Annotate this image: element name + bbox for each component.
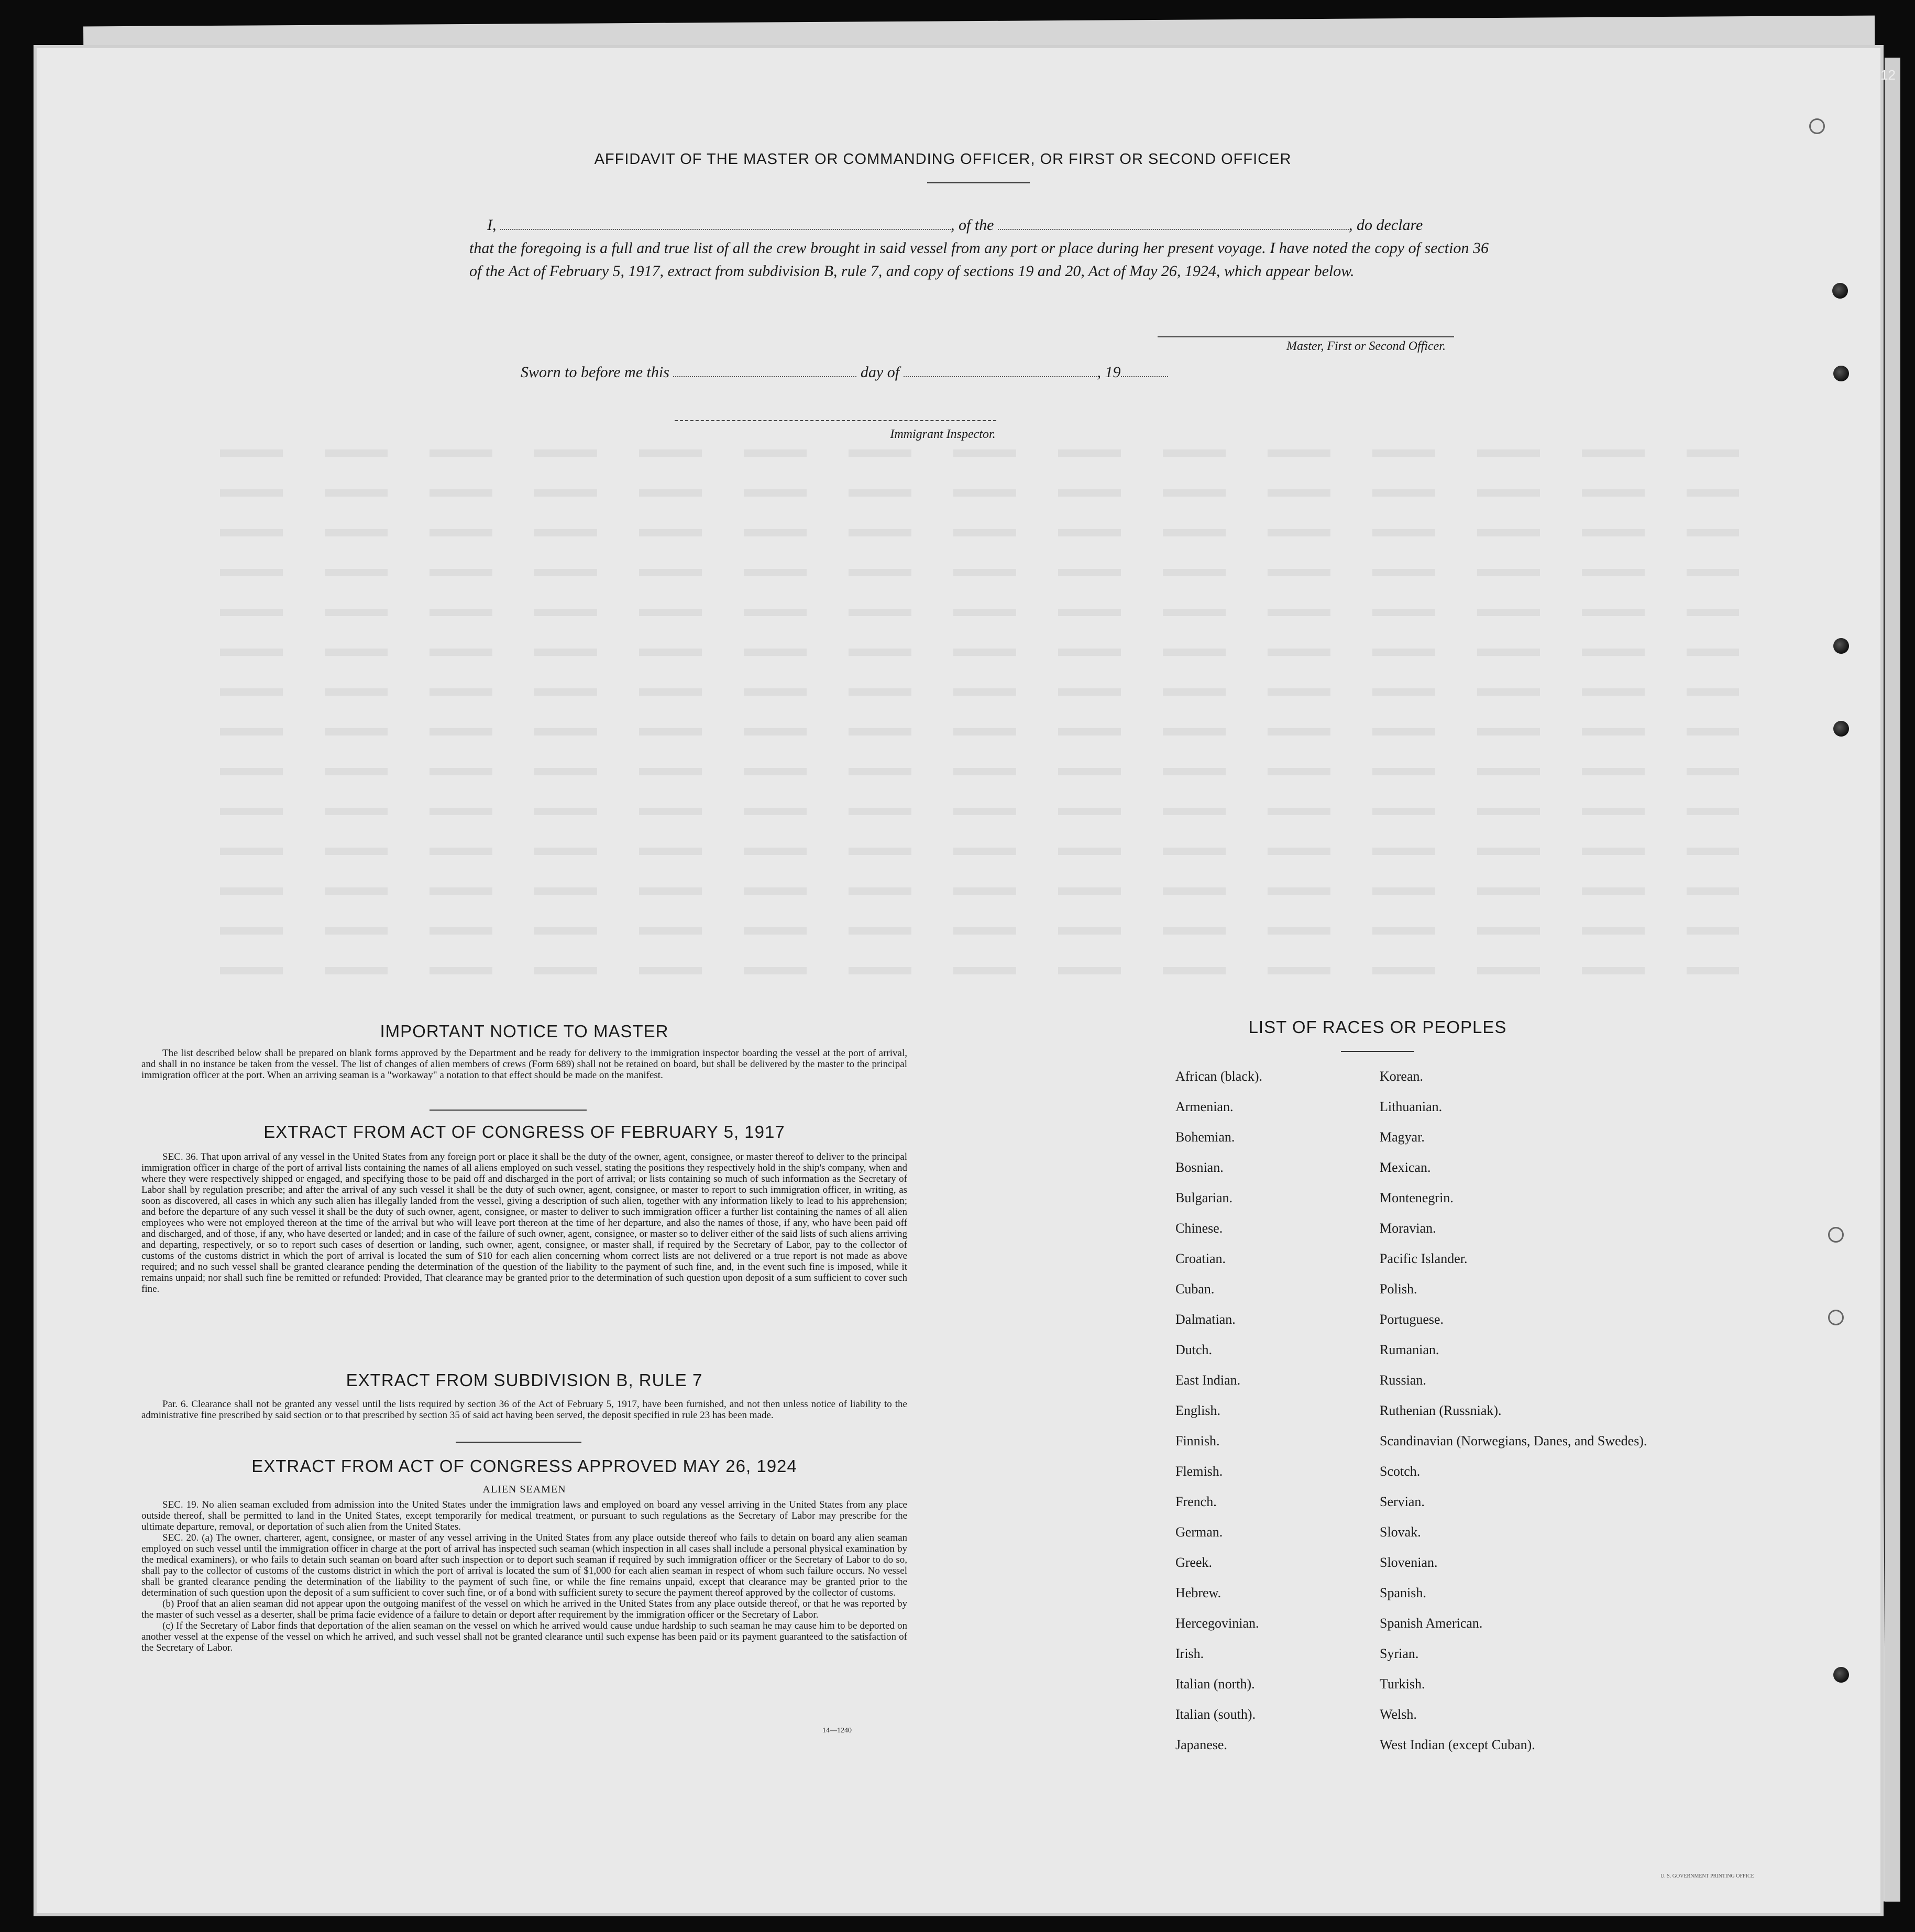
race-item: Welsh.	[1380, 1707, 1417, 1722]
sheet-edge	[1885, 58, 1900, 1902]
extract-rule7-heading: EXTRACT FROM SUBDIVISION B, RULE 7	[346, 1370, 703, 1390]
race-item: Hercegovinian.	[1175, 1616, 1259, 1631]
day-blank[interactable]	[673, 363, 856, 377]
race-item: Chinese.	[1175, 1221, 1223, 1236]
race-item: Slovak.	[1380, 1524, 1421, 1540]
race-item: Greek.	[1175, 1555, 1213, 1570]
race-item: Hebrew.	[1175, 1585, 1221, 1600]
affidavit-first-line	[469, 214, 1489, 237]
month-blank[interactable]	[904, 363, 1097, 377]
race-item: Moravian.	[1380, 1221, 1436, 1236]
binder-hole	[1833, 638, 1849, 654]
race-item: Bulgarian.	[1175, 1190, 1233, 1205]
race-item: West Indian (except Cuban).	[1380, 1737, 1535, 1752]
affidavit-text: that the foregoing is a full and true list of all the crew brought in said vessel from any port or place during her present voyage. I have noted the copy of section 36 of the Act of February 5, 1917, extract from subdivision B, rule 7, and copy of sections 19 and 20, Act of May 26, 1924, which appear below.	[469, 239, 1489, 280]
race-item: Turkish.	[1380, 1676, 1425, 1692]
sec19-text: SEC. 19. No alien seaman excluded from admission into the United States under the immigration laws and employed on board any vessel arriving in the United States from any place outside thereof, shall be permitted to land in the United States, except temporarily for medical treatment, or pursuant to such regulations as the Secretary of Labor may prescribe for the ultimate departure, removal, or deportation of such alien from the United States.	[141, 1499, 907, 1532]
race-item: Polish.	[1380, 1281, 1417, 1297]
race-item: Japanese.	[1175, 1737, 1227, 1752]
race-item: Scotch.	[1380, 1464, 1421, 1479]
race-item: Bosnian.	[1175, 1160, 1224, 1175]
race-item: Russian.	[1380, 1373, 1426, 1388]
affidavit-of-the: , of the	[951, 216, 994, 234]
races-divider	[1341, 1051, 1414, 1052]
signature-label: Master, First or Second Officer.	[1286, 339, 1446, 353]
race-item: Spanish American.	[1380, 1616, 1483, 1631]
notice-heading: IMPORTANT NOTICE TO MASTER	[380, 1022, 669, 1041]
binder-hole	[1832, 283, 1848, 299]
race-item: Rumanian.	[1380, 1342, 1439, 1357]
race-item: African (black).	[1175, 1069, 1263, 1084]
sworn-text: Sworn to before me this	[521, 364, 669, 381]
race-item: Dutch.	[1175, 1342, 1213, 1357]
title-divider	[927, 182, 1030, 183]
extract-1924-section	[141, 1499, 907, 1653]
notice-section	[141, 1048, 907, 1081]
inspector-signature-line[interactable]	[675, 420, 996, 421]
year-blank[interactable]	[1121, 363, 1168, 377]
extract-rule7-section	[141, 1399, 907, 1421]
binder-hole	[1833, 366, 1849, 381]
race-item: Scandinavian (Norwegians, Danes, and Swedes).	[1380, 1433, 1647, 1448]
race-item: Dalmatian.	[1175, 1312, 1236, 1327]
race-item: Lithuanian.	[1380, 1099, 1443, 1114]
race-item: Korean.	[1380, 1069, 1424, 1084]
year-prefix: , 19	[1097, 364, 1121, 381]
binder-hole	[1833, 1667, 1849, 1683]
printing-office-imprint: U. S. GOVERNMENT PRINTING OFFICE	[1660, 1873, 1754, 1879]
binder-hole	[1833, 721, 1849, 737]
binder-hole	[1828, 1227, 1844, 1243]
bleed-row	[220, 609, 1739, 616]
race-item: Spanish.	[1380, 1585, 1426, 1600]
race-item: Armenian.	[1175, 1099, 1234, 1114]
sec20b-text: (b) Proof that an alien seaman did not appear upon the outgoing manifest of the vessel on which he arrived in the United States from any place outside thereof, or that he was reported by the master of such vessel as a deserter, shall be prima facie evidence of a failure to detain or deport after requirement by the immigration officer or the Secretary of Labor.	[141, 1598, 907, 1620]
race-item: French.	[1175, 1494, 1217, 1509]
divider	[430, 1110, 587, 1111]
race-item: Slovenian.	[1380, 1555, 1438, 1570]
races-right-column	[1380, 1069, 1652, 1768]
bleed-row	[220, 848, 1739, 855]
divider	[456, 1442, 581, 1443]
bleed-row	[220, 808, 1739, 815]
bleed-row	[220, 768, 1739, 775]
race-item: Pacific Islander.	[1380, 1251, 1468, 1266]
affidavit-declare: , do declare	[1349, 216, 1423, 234]
race-item: Ruthenian (Russniak).	[1380, 1403, 1502, 1418]
race-item: German.	[1175, 1524, 1223, 1540]
race-item: Irish.	[1175, 1646, 1204, 1661]
race-item: Finnish.	[1175, 1433, 1220, 1448]
race-item: Italian (south).	[1175, 1707, 1256, 1722]
race-item: Servian.	[1380, 1494, 1425, 1509]
race-item: Cuban.	[1175, 1281, 1215, 1297]
sec20c-text: (c) If the Secretary of Labor finds that deportation of the alien seaman on the vessel on which he arrived would cause undue hardship to such seaman he may cause him to be deported on another vessel at the expense of the vessel on which he arrived, and such vessel shall not be granted clearance until such expense has been paid or its payment guaranteed to the satisfaction of the Secretary of Labor.	[141, 1620, 907, 1653]
race-item: Portuguese.	[1380, 1312, 1444, 1327]
sworn-line	[521, 363, 1254, 381]
day-of-text: day of	[860, 364, 900, 381]
extract-1917-section	[141, 1151, 907, 1294]
bleed-row	[220, 688, 1739, 696]
extract-1917-heading: EXTRACT FROM ACT OF CONGRESS OF FEBRUARY 5, 1917	[263, 1122, 785, 1141]
bleed-row	[220, 728, 1739, 736]
race-item: English.	[1175, 1403, 1220, 1418]
bleed-row	[220, 569, 1739, 576]
affidavit-body	[469, 214, 1489, 283]
race-item: Croatian.	[1175, 1251, 1226, 1266]
notice-text: The list described below shall be prepared on blank forms approved by the Department and be ready for delivery to the immigration inspector boarding the vessel at the port of arrival, and shall in no instance be taken from the vessel. The list of changes of alien members of crews (Form 689) shall not be retained on board, but shall be delivered by the master to the principal immigration officer at the port. When an arriving seaman is a "workaway" a notation to that effect should be made on the manifest.	[141, 1048, 907, 1081]
race-item: Montenegrin.	[1380, 1190, 1454, 1205]
bleed-row	[220, 927, 1739, 935]
affidavit-i: I,	[487, 216, 497, 234]
name-blank[interactable]	[500, 215, 951, 230]
race-item: Magyar.	[1380, 1129, 1425, 1145]
vessel-blank[interactable]	[998, 215, 1349, 230]
race-item: Flemish.	[1175, 1464, 1223, 1479]
race-item: East Indian.	[1175, 1373, 1241, 1388]
inspector-label: Immigrant Inspector.	[890, 427, 996, 441]
race-item: Syrian.	[1380, 1646, 1419, 1661]
bleed-row	[220, 529, 1739, 536]
race-item: Bohemian.	[1175, 1129, 1235, 1145]
extract-1917-text: SEC. 36. That upon arrival of any vessel in the United States from any foreign port or place it shall be the duty of the owner, agent, consignee, or master thereof to deliver to the principal immigration officer in charge of the port of arrival lists containing the names of all aliens employed on such vessel, stating the positions they respectively hold in the ship's company, when and where they were respectively shipped or engaged, and specifying those to be paid off and discharged in the port of arrival; or lists containing so much of such information as the Secretary of Labor shall by regulation prescribe; and after the arrival of any such vessel it shall be the duty of such owner, agent, consignee, or master to report to such immigration officer, in writing, as soon as discovered, all cases in which any such alien has illegally landed from the vessel, giving a description of such alien, together with any information likely to lead to his apprehension; and before the departure of any such vessel it shall be the duty of such owner, agent, consignee, or master to deliver to such immigration officer a further list containing the names of all alien employees who were not employed thereon at the time of the arrival but who will leave port thereon at the time of her departure, and also the names of those, if any, who have been paid off and discharged, and of those, if any, who have deserted or landed; and in case of the failure of such owner, agent, consignee, or master so to deliver either of the said lists of such aliens arriving and departing, respectively, or so to report such cases of desertion or landing, such owner, agent, consignee, or master shall, if required by the Secretary of Labor, pay to the collector of customs of the customs district in which the port of arrival is located the sum of $10 for each alien concerning whom correct lists are not delivered or a true report is not made as above required; and no such vessel shall be granted clearance pending the determination of the question of the liability to the payment of such fine, and, in the event such fine is imposed, while it remains unpaid; nor shall such fine be remitted or refunded: Provided, That clearance may be granted prior to the determination of such question upon deposit of a sum sufficient to cover such fine.	[141, 1151, 907, 1294]
sec20a-text: SEC. 20. (a) The owner, charterer, agent, consignee, or master of any vessel arriving in the United States from any place outside thereof who fails to detain on board any alien seaman employed on such vessel until the immigration officer in charge at the port of arrival has inspected such seaman (which inspection in all cases shall include a personal physical examination by the medical examiners), or who fails to detain such seaman on board after such inspection or to deport such seaman if required by such immigration officer or the Secretary of Labor to do so, shall pay to the collector of customs of the customs district in which the port of arrival is located the sum of $1,000 for each alien seaman in respect of whom such failure occurs. No vessel shall be granted clearance pending the determination of the liability to the payment of such fine, or while the fine remains unpaid, except that clearance may be granted prior to the determination of such question upon the deposit of a sum sufficient to cover such fine, or of a bond with sufficient surety to secure the payment thereof approved by the collector of customs.	[141, 1532, 907, 1598]
affidavit-title: AFFIDAVIT OF THE MASTER OR COMMANDING OFFICER, OR FIRST OR SECOND OFFICER	[594, 151, 1292, 168]
race-item: Italian (north).	[1175, 1676, 1255, 1692]
bleed-row	[220, 887, 1739, 895]
race-item: Mexican.	[1380, 1160, 1431, 1175]
alien-seamen-subheading: ALIEN SEAMEN	[482, 1484, 566, 1495]
extract-rule7-text: Par. 6. Clearance shall not be granted any vessel until the lists required by section 36 of the Act of February 5, 1917, have been furnished, and not then unless notice of liability to the administrative fine prescribed by said section or to that prescribed by section 35 of said act having been served, the deposit specified in rule 23 has been made.	[141, 1399, 907, 1421]
bleed-row	[220, 489, 1739, 497]
bleed-row	[220, 449, 1739, 457]
binder-hole	[1809, 118, 1825, 134]
races-left-column	[1175, 1069, 1364, 1768]
races-heading: LIST OF RACES OR PEOPLES	[1248, 1017, 1507, 1037]
form-number: 14—1240	[822, 1727, 852, 1735]
bleed-row	[220, 967, 1739, 974]
extract-1924-heading: EXTRACT FROM ACT OF CONGRESS APPROVED MAY 26, 1924	[251, 1456, 797, 1476]
corner-mark: 12	[1880, 67, 1896, 83]
bleed-row	[220, 649, 1739, 656]
signature-line[interactable]	[1158, 336, 1454, 337]
binder-hole	[1828, 1310, 1844, 1325]
